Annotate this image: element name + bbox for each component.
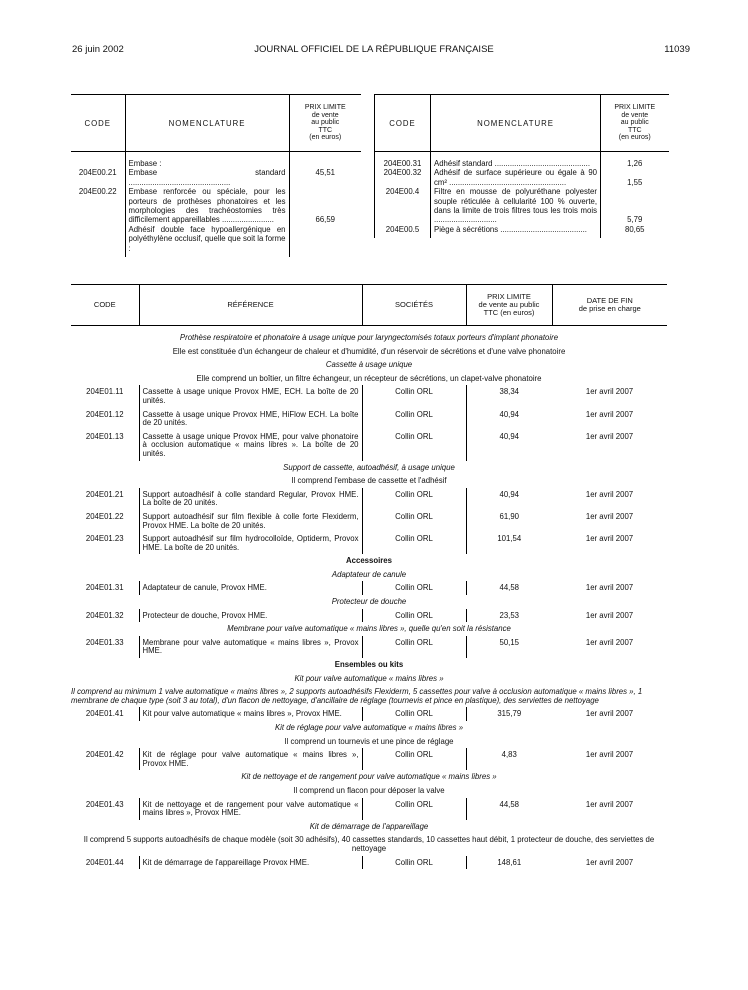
date-fin-cell: 1er avril 2007 [585, 409, 634, 419]
table-row [71, 581, 667, 595]
col-societes: SOCIÉTÉS [362, 285, 466, 326]
societe-cell: Collin ORL [362, 856, 466, 870]
code-cell: 204E01.22 [85, 511, 124, 521]
code-cell: 204E01.42 [85, 750, 124, 760]
code-cell: 204E01.11 [86, 387, 124, 397]
section-heading: Protecteur de douche [331, 597, 407, 607]
prix-cell: 101,54 [466, 532, 552, 554]
societe-cell: Collin ORL [362, 707, 466, 721]
section-heading: Elle est constituée d'un échangeur de chaleur et d'humidité, d'un réservoir de sécrétions et d'une valve phonatoire [172, 346, 566, 356]
code-cell: 204E00.5 [375, 225, 431, 238]
reference-cell: Kit de réglage pour valve automatique « mains libres », Provox HME. [139, 748, 362, 770]
nomenclature-cell: Adhésif double face hypoallergénique en polyéthylène occlusif, quelle que soit la forme : [125, 225, 289, 257]
nomenclature-cell: Embase renforcée ou spéciale, pour les porteurs de prothèses phonatoires et les morphologies des trachéostomies très difficilement appareillables ........................ [125, 187, 289, 225]
price-cell [289, 152, 361, 169]
reference-cell: Kit pour valve automatique « mains libres », Provox HME. [139, 707, 362, 721]
section-heading: Kit de réglage pour valve automatique « mains libres » [274, 723, 464, 732]
date-fin-cell: 1er avril 2007 [585, 857, 634, 867]
nomenclature-cell: Adhésif de surface supérieure ou égale à 90 cm² ...................................................... [431, 168, 601, 187]
table-row [71, 385, 667, 407]
code-cell: 204E00.32 [375, 168, 431, 187]
section-heading-row [71, 672, 667, 686]
societe-cell: Collin ORL [362, 798, 466, 820]
table-row [71, 532, 667, 554]
reference-cell: Kit de démarrage de l'appareillage Provox HME. [139, 856, 362, 870]
journal-title: JOURNAL OFFICIEL DE LA RÉPUBLIQUE FRANÇAISE [254, 44, 494, 55]
code-cell: 204E00.21 [78, 168, 117, 178]
section-heading: Kit pour valve automatique « mains libres » [294, 673, 444, 683]
page-date: 26 juin 2002 [72, 44, 124, 55]
prix-cell: 50,15 [466, 636, 552, 658]
section-heading-row [71, 735, 667, 749]
col-prix: PRIX LIMITE de vente au public TTC (en euros) [289, 95, 361, 152]
section-heading-row [71, 568, 667, 582]
reference-cell: Support autoadhésif à colle standard Regular, Provox HME. La boîte de 20 unités. [139, 488, 362, 510]
date-fin-cell: 1er avril 2007 [585, 637, 634, 647]
section-heading-row [71, 784, 667, 798]
table-row [71, 856, 667, 870]
societe-cell: Collin ORL [362, 748, 466, 770]
prix-cell: 148,61 [466, 856, 552, 870]
prix-cell: 40,94 [466, 430, 552, 461]
section-heading-row [71, 326, 667, 345]
date-fin-cell: 1er avril 2007 [585, 534, 634, 544]
section-heading: Il comprend l'embase de cassette et l'adhésif [291, 476, 447, 486]
date-fin-cell: 1er avril 2007 [585, 489, 634, 499]
section-heading-row [71, 770, 667, 784]
nomenclature-cell: Filtre en mousse de polyuréthane polyester souple réticulée à cellularité 100 % ouverte, dans la limite de trois filtres tous les trois mois ............................. [431, 187, 601, 225]
col-nomenclature: NOMENCLATURE [431, 95, 601, 152]
section-heading: Support de cassette, autoadhésif, à usage unique [283, 462, 455, 472]
table-row [71, 748, 667, 770]
reference-cell: Support autoadhésif sur film flexible à colle forte Flexiderm, Provox HME. La boîte de 20 unités. [139, 510, 362, 532]
societe-cell: Collin ORL [362, 430, 466, 461]
table-row [71, 609, 667, 623]
reference-cell: Adaptateur de canule, Provox HME. [139, 581, 362, 595]
code-cell: 204E01.31 [85, 583, 124, 593]
col-prix-limite: PRIX LIMITE de vente au public TTC (en euros) [466, 285, 552, 326]
nomenclature-row [71, 225, 361, 257]
prix-cell: 38,34 [466, 385, 552, 407]
reference-cell: Kit de nettoyage et de rangement pour valve automatique « mains libres », Provox HME. [139, 798, 362, 820]
section-heading-row [71, 474, 667, 488]
reference-cell: Cassette à usage unique Provox HME, ECH. La boîte de 20 unités. [139, 385, 362, 407]
nomenclature-row [375, 152, 669, 169]
reference-cell: Support autoadhésif sur film hydrocolloïde, Optiderm, Provox HME. La boîte de 20 unités. [139, 532, 362, 554]
societe-cell: Collin ORL [362, 609, 466, 623]
date-fin-cell: 1er avril 2007 [585, 511, 634, 521]
section-heading-row [71, 833, 667, 855]
table-row [71, 636, 667, 658]
section-heading-row [71, 595, 667, 609]
prix-cell: 44,58 [466, 581, 552, 595]
col-prix: PRIX LIMITE de vente au public TTC (en euros) [601, 95, 669, 152]
section-heading: Accessoires [346, 556, 392, 566]
section-heading: Kit de démarrage de l'appareillage [309, 821, 429, 831]
prix-cell: 4,83 [466, 748, 552, 770]
section-heading-row [71, 622, 667, 636]
section-heading: Ensembles ou kits [334, 660, 404, 670]
societe-cell: Collin ORL [362, 488, 466, 510]
reference-cell: Cassette à usage unique Provox HME, HiFlow ECH. La boîte de 20 unités. [139, 408, 362, 430]
section-heading-row [71, 358, 667, 372]
price-cell: 5,79 [601, 187, 669, 225]
code-cell [71, 225, 125, 257]
table-row [71, 707, 667, 721]
reference-cell: Membrane pour valve automatique « mains libres », Provox HME. [139, 636, 362, 658]
section-heading-row [71, 820, 667, 834]
section-heading-row [71, 461, 667, 475]
prix-cell: 40,94 [466, 488, 552, 510]
date-fin-cell: 1er avril 2007 [585, 750, 634, 760]
section-heading: Cassette à usage unique [325, 360, 413, 370]
date-fin-cell: 1er avril 2007 [585, 583, 634, 593]
section-heading-row [71, 554, 667, 568]
societe-cell: Collin ORL [362, 510, 466, 532]
nomenclature-row [375, 168, 669, 187]
nomenclature-cell: Embase : [125, 152, 289, 169]
nomenclature-table-left [71, 94, 361, 257]
section-heading-row [71, 345, 667, 359]
prix-cell: 61,90 [466, 510, 552, 532]
nomenclature-row [71, 152, 361, 169]
table-row [71, 798, 667, 820]
code-cell: 204E01.44 [85, 857, 124, 867]
code-cell: 204E01.32 [85, 610, 124, 620]
date-fin-cell: 1er avril 2007 [585, 387, 634, 397]
societe-cell: Collin ORL [362, 385, 466, 407]
table-row [71, 488, 667, 510]
societe-cell: Collin ORL [362, 408, 466, 430]
nomenclature-row [375, 225, 669, 238]
table-row [71, 430, 667, 461]
table-row [71, 408, 667, 430]
date-fin-cell: 1er avril 2007 [585, 610, 634, 620]
code-cell: 204E00.4 [375, 187, 431, 225]
date-fin-cell: 1er avril 2007 [585, 431, 634, 441]
nomenclature-row [71, 187, 361, 225]
reference-table [71, 284, 667, 869]
nomenclature-row [375, 187, 669, 225]
date-fin-cell: 1er avril 2007 [585, 709, 634, 719]
table-row [71, 510, 667, 532]
nomenclature-row [71, 168, 361, 187]
col-code: CODE [375, 95, 431, 152]
price-cell: 66,59 [289, 187, 361, 225]
societe-cell: Collin ORL [362, 636, 466, 658]
prix-cell: 315,79 [466, 707, 552, 721]
code-cell: 204E01.41 [85, 709, 124, 719]
section-heading: Membrane pour valve automatique « mains libres », quelle qu'en soit la résistance [227, 624, 511, 634]
section-heading-row [71, 685, 667, 707]
societe-cell: Collin ORL [362, 581, 466, 595]
col-reference: RÉFÉRENCE [139, 285, 362, 326]
section-heading: Il comprend au minimum 1 valve automatique « mains libres », 2 supports autoadhésifs Flexiderm, 5 cassettes pour valve à occlusion automatique « mains libres », 1 membrane de chaque type (soit 3 au total), d'un flacon de nettoyage, d'ancillaire de réglage (tournevis et pince en plastique), des serviettes de nettoyage [71, 687, 643, 705]
price-cell [289, 225, 361, 257]
price-cell: 80,65 [601, 225, 669, 238]
section-heading: Elle comprend un boîtier, un filtre échangeur, un récepteur de sécrétions, un clapet-valve phonatoire [196, 373, 542, 383]
section-heading: Adaptateur de canule [331, 569, 407, 579]
section-heading: Il comprend un flacon pour déposer la valve [293, 785, 445, 795]
code-cell [71, 152, 125, 169]
code-cell: 204E01.43 [85, 799, 124, 809]
nomenclature-cell: Piège à sécrétions ........................................ [431, 225, 601, 238]
code-cell: 204E00.22 [78, 187, 117, 197]
price-cell: 1,26 [601, 152, 669, 169]
nomenclature-cell: Adhésif standard ............................................ [431, 152, 601, 169]
date-fin-cell: 1er avril 2007 [585, 799, 634, 809]
code-cell: 204E01.21 [85, 489, 124, 499]
section-heading-row [71, 721, 667, 735]
reference-cell: Protecteur de douche, Provox HME. [139, 609, 362, 623]
code-cell: 204E01.33 [85, 637, 124, 647]
prix-cell: 23,53 [466, 609, 552, 623]
reference-cell: Cassette à usage unique Provox HME, pour valve phonatoire à occlusion automatique « mains libres ». La boîte de 20 unités. [139, 430, 362, 461]
page-number: 11039 [664, 44, 690, 55]
code-cell: 204E00.31 [375, 152, 431, 169]
section-heading: Kit de nettoyage et de rangement pour valve automatique « mains libres » [241, 772, 497, 782]
price-cell: 45,51 [289, 168, 361, 187]
nomenclature-cell: Embase standard ............................................... [125, 168, 289, 187]
section-heading: Il comprend un tournevis et une pince de réglage [284, 736, 454, 746]
nomenclature-table-right [374, 94, 669, 238]
code-cell: 204E01.23 [85, 534, 124, 544]
col-code: CODE [71, 95, 125, 152]
prix-cell: 44,58 [466, 798, 552, 820]
section-heading-row [71, 658, 667, 672]
societe-cell: Collin ORL [362, 532, 466, 554]
col-code: CODE [71, 285, 139, 326]
code-cell: 204E01.13 [85, 431, 124, 441]
code-cell: 204E01.12 [85, 409, 124, 419]
prix-cell: 40,94 [466, 408, 552, 430]
col-nomenclature: NOMENCLATURE [125, 95, 289, 152]
section-heading: Prothèse respiratoire et phonatoire à usage unique pour laryngectomisés totaux porteurs d'implant phonatoire [179, 333, 559, 342]
section-heading-row [71, 372, 667, 386]
col-date-fin: DATE DE FIN de prise en charge [552, 285, 667, 326]
section-heading: Il comprend 5 supports autoadhésifs de chaque modèle (soit 30 adhésifs), 40 cassettes standards, 10 cassettes haut débit, 1 protecteur de douche, des serviettes de nettoyage [83, 835, 655, 853]
price-cell: 1,55 [601, 168, 669, 187]
